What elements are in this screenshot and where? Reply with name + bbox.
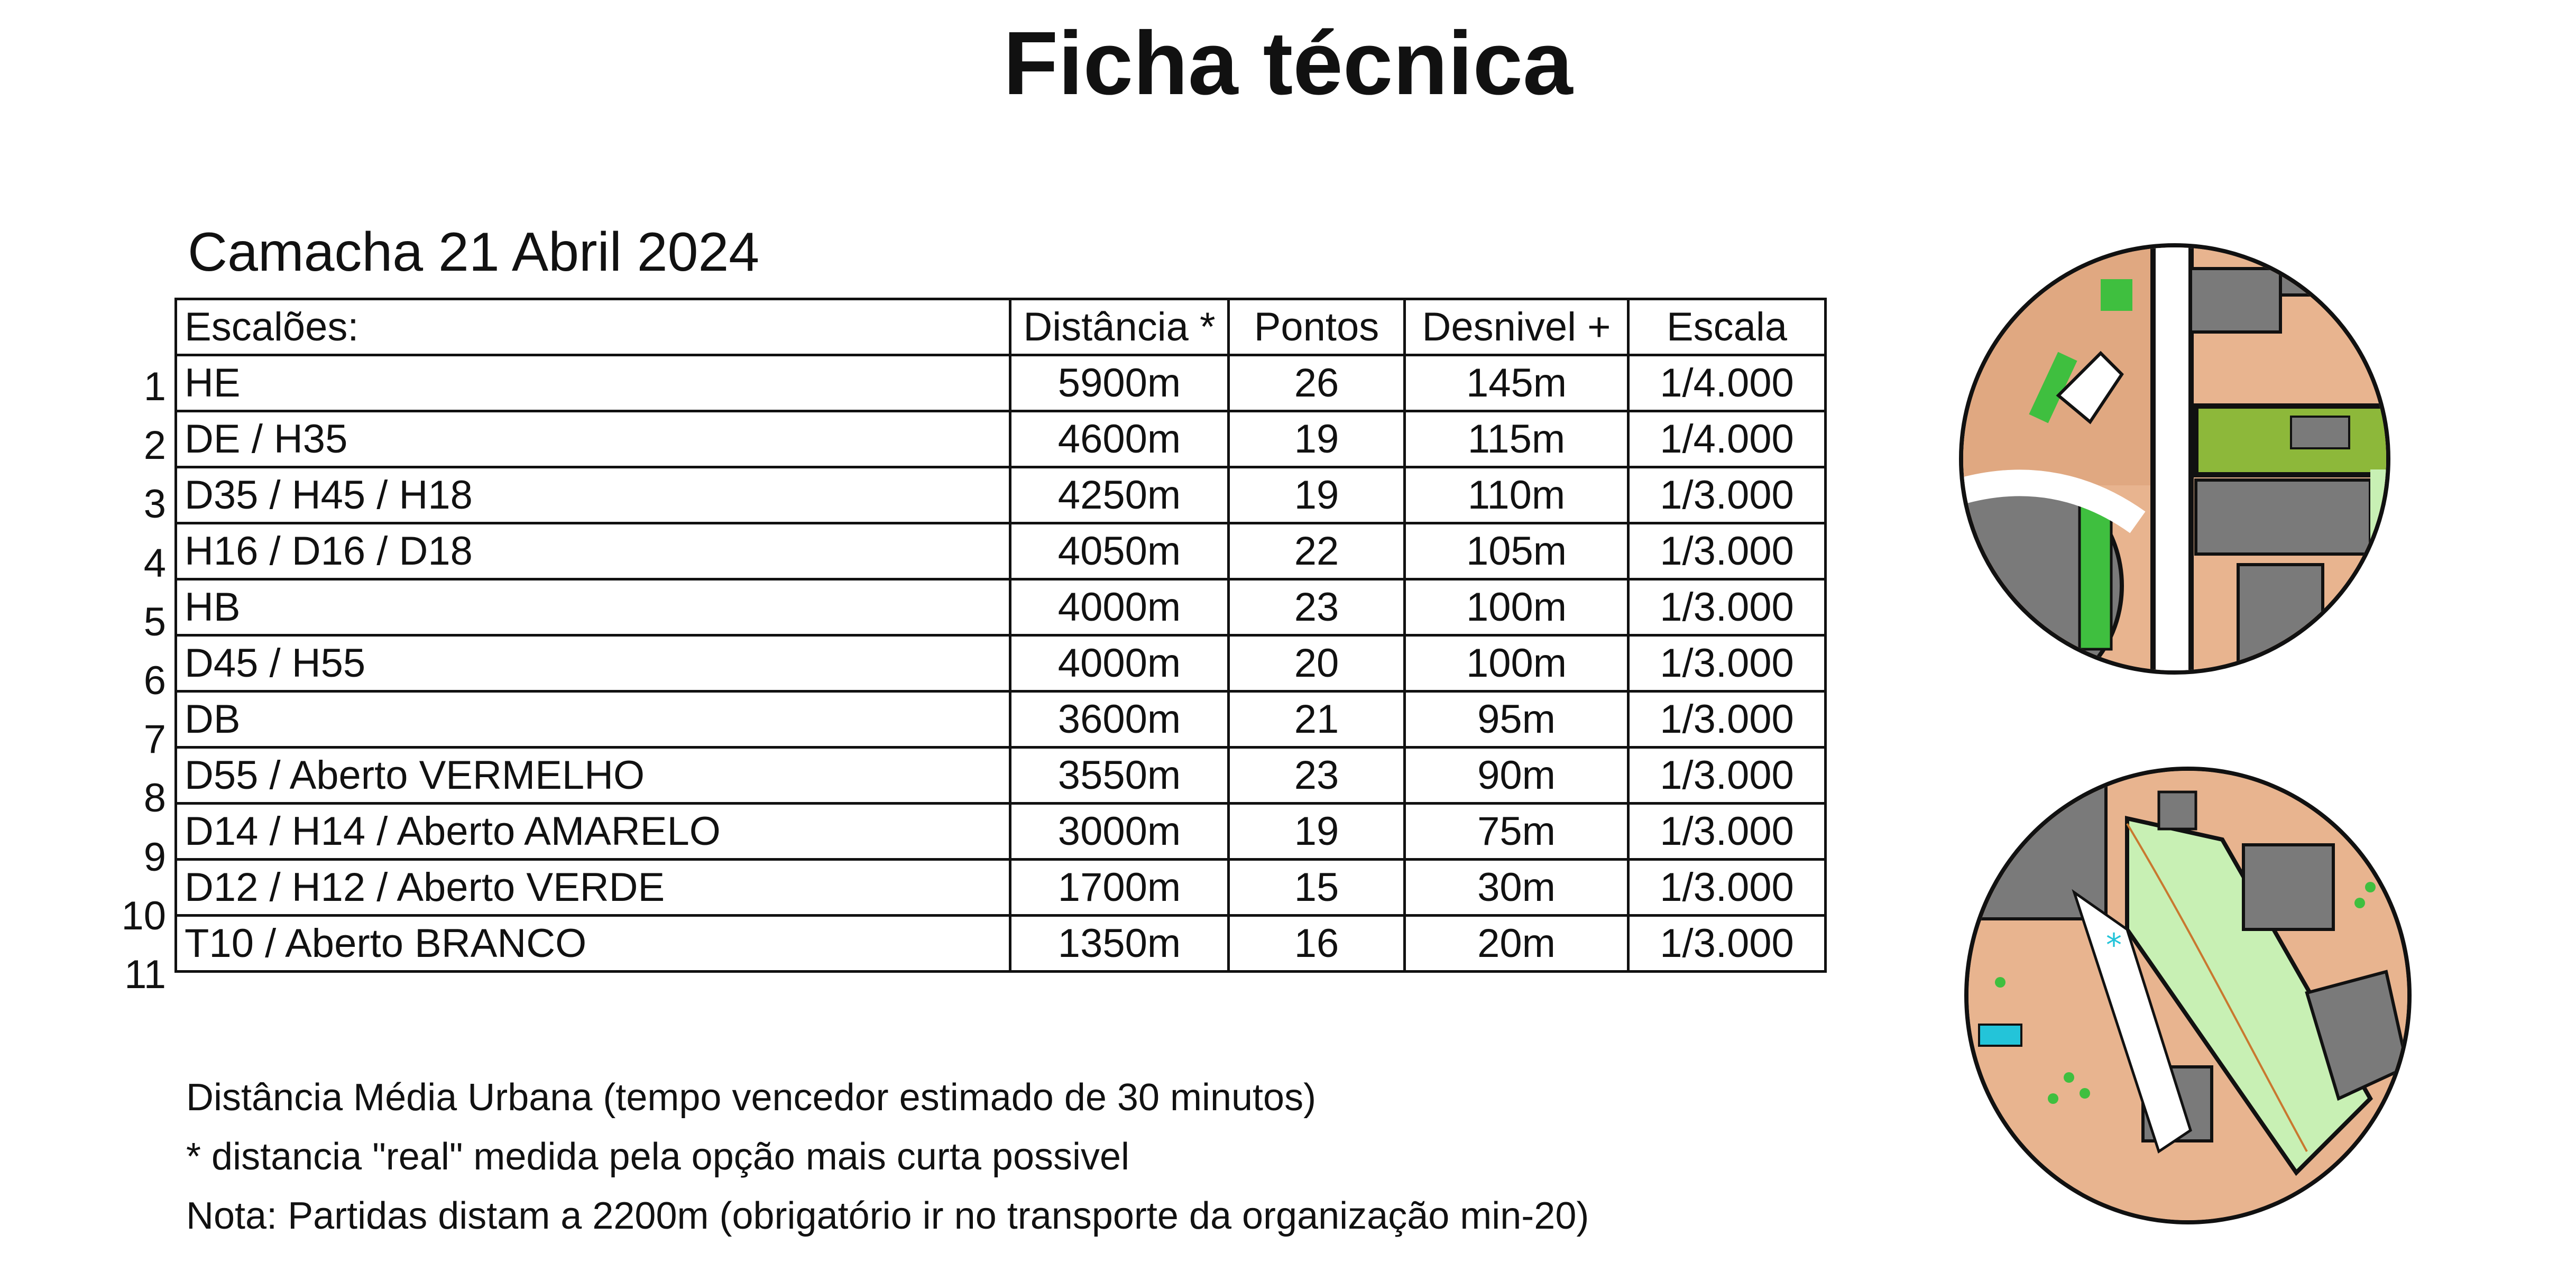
row-number-column <box>111 357 169 1004</box>
cell-distance: 3000m <box>1010 804 1229 860</box>
header-desnivel: Desnivel + <box>1405 299 1629 355</box>
cell-scale: 1/3.000 <box>1629 523 1826 579</box>
svg-text:*: * <box>2106 927 2122 964</box>
cell-scale: 1/3.000 <box>1629 635 1826 692</box>
cell-climb: 100m <box>1405 635 1629 692</box>
cell-category: DE / H35 <box>176 411 1010 467</box>
orienteering-map-icon <box>1963 247 2386 670</box>
cell-climb: 95m <box>1405 692 1629 748</box>
cell-scale: 1/4.000 <box>1629 355 1826 411</box>
cell-category: HE <box>176 355 1010 411</box>
note-line: Nota: Partidas distam a 2200m (obrigatório ir no transporte da organização min-20) <box>186 1195 1589 1237</box>
cell-points: 23 <box>1229 579 1405 635</box>
row-number: 3 <box>143 482 166 527</box>
table-row <box>176 692 1826 748</box>
cell-points: 22 <box>1229 523 1405 579</box>
row-number: 2 <box>143 423 166 468</box>
cell-climb: 20m <box>1405 916 1629 972</box>
cell-category: DB <box>176 692 1010 748</box>
map-excerpt-top <box>1959 243 2390 675</box>
header-distancia: Distância * <box>1010 299 1229 355</box>
table-row <box>176 411 1826 467</box>
cell-category: HB <box>176 579 1010 635</box>
cell-scale: 1/3.000 <box>1629 748 1826 804</box>
cell-scale: 1/3.000 <box>1629 467 1826 523</box>
table-row <box>176 467 1826 523</box>
cell-climb: 100m <box>1405 579 1629 635</box>
orienteering-map-icon <box>1968 771 2407 1220</box>
cell-distance: 1350m <box>1010 916 1229 972</box>
cell-category: D55 / Aberto VERMELHO <box>176 748 1010 804</box>
cell-points: 19 <box>1229 411 1405 467</box>
cell-climb: 110m <box>1405 467 1629 523</box>
cell-points: 15 <box>1229 860 1405 916</box>
cell-climb: 90m <box>1405 748 1629 804</box>
table-row <box>176 804 1826 860</box>
cell-distance: 4000m <box>1010 579 1229 635</box>
cell-scale: 1/3.000 <box>1629 692 1826 748</box>
note-line: Distância Média Urbana (tempo vencedor estimado de 30 minutos) <box>186 1076 1317 1119</box>
cell-points: 21 <box>1229 692 1405 748</box>
row-number: 1 <box>143 364 166 409</box>
cell-category: D45 / H55 <box>176 635 1010 692</box>
cell-distance: 4000m <box>1010 635 1229 692</box>
cell-category: D35 / H45 / H18 <box>176 467 1010 523</box>
row-number: 8 <box>143 776 166 821</box>
cell-points: 19 <box>1229 467 1405 523</box>
table-row <box>176 860 1826 916</box>
cell-points: 20 <box>1229 635 1405 692</box>
cell-category: H16 / D16 / D18 <box>176 523 1010 579</box>
cell-climb: 30m <box>1405 860 1629 916</box>
cell-climb: 115m <box>1405 411 1629 467</box>
sheet-title: Camacha 21 Abril 2024 <box>188 222 760 283</box>
table-row <box>176 355 1826 411</box>
header-escala: Escala <box>1629 299 1826 355</box>
cell-distance: 4050m <box>1010 523 1229 579</box>
note-line: * distancia "real" medida pela opção mais curta possivel <box>186 1136 1130 1178</box>
cell-distance: 4600m <box>1010 411 1229 467</box>
notes-block <box>186 1068 1589 1246</box>
cell-climb: 105m <box>1405 523 1629 579</box>
cell-scale: 1/3.000 <box>1629 579 1826 635</box>
row-number: 4 <box>143 540 166 586</box>
cell-distance: 1700m <box>1010 860 1229 916</box>
row-number: 6 <box>143 658 166 703</box>
table-row <box>176 523 1826 579</box>
cell-distance: 3550m <box>1010 748 1229 804</box>
table-row <box>176 579 1826 635</box>
row-number: 10 <box>121 893 166 938</box>
categories-table <box>174 298 1827 973</box>
cell-distance: 4250m <box>1010 467 1229 523</box>
cell-points: 19 <box>1229 804 1405 860</box>
cell-points: 26 <box>1229 355 1405 411</box>
header-escaloes: Escalões: <box>176 299 1010 355</box>
cell-scale: 1/3.000 <box>1629 916 1826 972</box>
table-row <box>176 748 1826 804</box>
map-excerpt-bottom <box>1964 767 2412 1224</box>
cell-scale: 1/3.000 <box>1629 860 1826 916</box>
cell-category: T10 / Aberto BRANCO <box>176 916 1010 972</box>
cell-climb: 145m <box>1405 355 1629 411</box>
cell-distance: 3600m <box>1010 692 1229 748</box>
header-pontos: Pontos <box>1229 299 1405 355</box>
cell-scale: 1/4.000 <box>1629 411 1826 467</box>
page-title: Ficha técnica <box>1003 13 1573 114</box>
cell-climb: 75m <box>1405 804 1629 860</box>
cell-category: D12 / H12 / Aberto VERDE <box>176 860 1010 916</box>
row-number: 9 <box>143 834 166 880</box>
row-number: 11 <box>124 952 166 997</box>
cell-distance: 5900m <box>1010 355 1229 411</box>
cell-scale: 1/3.000 <box>1629 804 1826 860</box>
row-number: 5 <box>143 599 166 644</box>
cell-category: D14 / H14 / Aberto AMARELO <box>176 804 1010 860</box>
row-number: 7 <box>143 717 166 762</box>
table-row <box>176 916 1826 972</box>
table-header-row <box>176 299 1826 355</box>
table-row <box>176 635 1826 692</box>
cell-points: 16 <box>1229 916 1405 972</box>
cell-points: 23 <box>1229 748 1405 804</box>
